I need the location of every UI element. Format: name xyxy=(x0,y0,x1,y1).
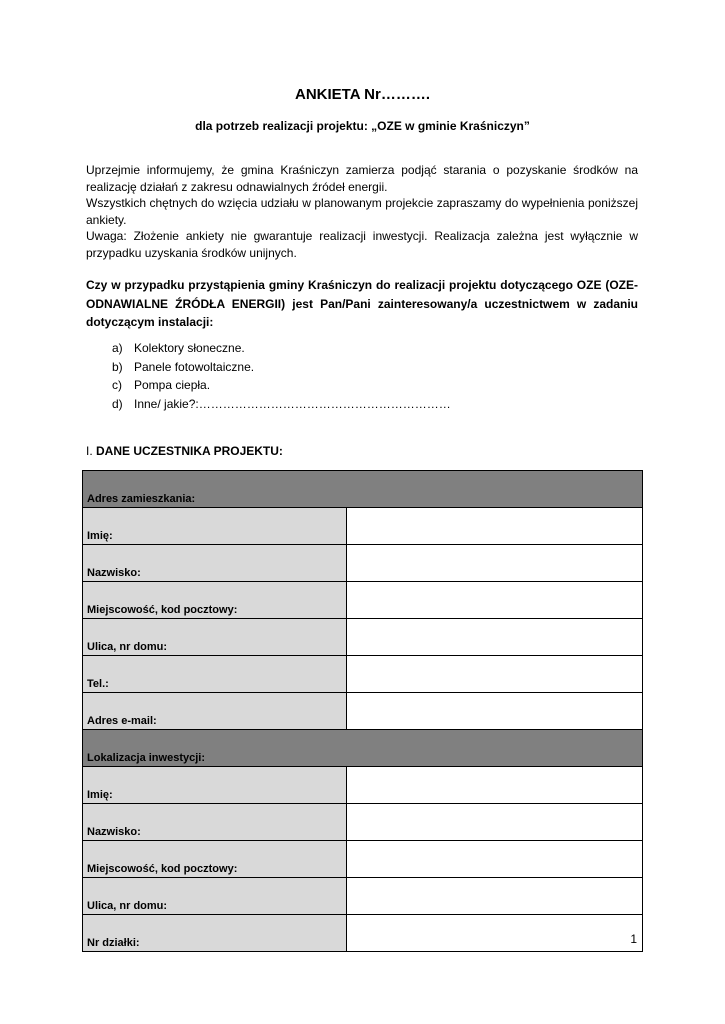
option-letter: a) xyxy=(112,341,123,355)
document-title: ANKIETA Nr………. xyxy=(295,86,430,103)
section-number: I. xyxy=(86,444,93,458)
investment-street-field[interactable] xyxy=(347,878,643,915)
survey-question: Czy w przypadku przystąpienia gminy Kraśniczyn do realizacji projektu dotyczącego OZE (OZE-ODNAWIALNE ŹRÓDŁA ENERGII) jest Pan/Pani zainteresowany/a uczestnictwem w zadaniu dotyczącym instalacji: xyxy=(86,278,638,329)
section-heading xyxy=(86,444,283,458)
option-text: Panele fotowoltaiczne. xyxy=(134,359,255,374)
residence-address-header: Adres zamieszkania: xyxy=(83,471,643,508)
intro-paragraph: Uwaga: Złożenie ankiety nie gwarantuje realizacji inwestycji. Realizacja zależna jest wyłącznie w przypadku uzyskania środków unijnych. xyxy=(86,229,638,260)
table-row xyxy=(83,915,643,952)
table-section-header-row xyxy=(83,471,643,508)
city-postcode-field[interactable] xyxy=(347,582,643,619)
plot-number-label: Nr działki: xyxy=(83,915,347,952)
option-item xyxy=(112,376,451,395)
investment-location-header: Lokalizacja inwestycji: xyxy=(83,730,643,767)
options-list xyxy=(112,339,451,413)
intro-text xyxy=(86,162,638,261)
table-row xyxy=(83,508,643,545)
investment-first-name-field[interactable] xyxy=(347,767,643,804)
investment-city-postcode-label: Miejscowość, kod pocztowy: xyxy=(83,841,347,878)
investment-city-postcode-field[interactable] xyxy=(347,841,643,878)
table-row xyxy=(83,767,643,804)
page-number: 1 xyxy=(630,932,637,946)
last-name-label: Nazwisko: xyxy=(83,545,347,582)
table-row xyxy=(83,841,643,878)
table-row xyxy=(83,656,643,693)
investment-last-name-label: Nazwisko: xyxy=(83,804,347,841)
last-name-field[interactable] xyxy=(347,545,643,582)
document-subtitle: dla potrzeb realizacji projektu: „OZE w gminie Kraśniczyn” xyxy=(195,119,530,133)
email-label: Adres e-mail: xyxy=(83,693,347,730)
section-title: DANE UCZESTNIKA PROJEKTU: xyxy=(92,444,283,458)
table-row xyxy=(83,804,643,841)
investment-first-name-label: Imię: xyxy=(83,767,347,804)
option-item xyxy=(112,339,451,358)
city-postcode-label: Miejscowość, kod pocztowy: xyxy=(83,582,347,619)
first-name-label: Imię: xyxy=(83,508,347,545)
table-row xyxy=(83,693,643,730)
phone-label: Tel.: xyxy=(83,656,347,693)
option-text: Kolektory słoneczne. xyxy=(134,341,245,355)
first-name-field[interactable] xyxy=(347,508,643,545)
plot-number-field[interactable] xyxy=(347,915,643,952)
table-row xyxy=(83,878,643,915)
intro-paragraph: Wszystkich chętnych do wzięcia udziału w planowanym projekcie zapraszamy do wypełnienia poniższej ankiety. xyxy=(86,196,638,227)
investment-street-label: Ulica, nr domu: xyxy=(83,878,347,915)
phone-field[interactable] xyxy=(347,656,643,693)
intro-paragraph: Uprzejmie informujemy, że gmina Kraśniczyn zamierza podjąć starania o pozyskanie środków na realizację działań z zakresu odnawialnych źródeł energii. xyxy=(86,163,638,194)
option-text: Pompa ciepła. xyxy=(134,378,211,392)
option-letter: b) xyxy=(112,359,123,374)
option-letter: c) xyxy=(112,378,122,392)
table-row xyxy=(83,545,643,582)
option-item xyxy=(112,395,451,414)
participant-data-table xyxy=(82,470,643,952)
table-row xyxy=(83,619,643,656)
option-text: Inne/ jakie?:……………………………………………………… xyxy=(134,396,451,411)
investment-last-name-field[interactable] xyxy=(347,804,643,841)
street-label: Ulica, nr domu: xyxy=(83,619,347,656)
email-field[interactable] xyxy=(347,693,643,730)
table-row xyxy=(83,582,643,619)
option-item xyxy=(112,358,451,377)
street-field[interactable] xyxy=(347,619,643,656)
option-letter: d) xyxy=(112,396,123,411)
table-section-header-row xyxy=(83,730,643,767)
